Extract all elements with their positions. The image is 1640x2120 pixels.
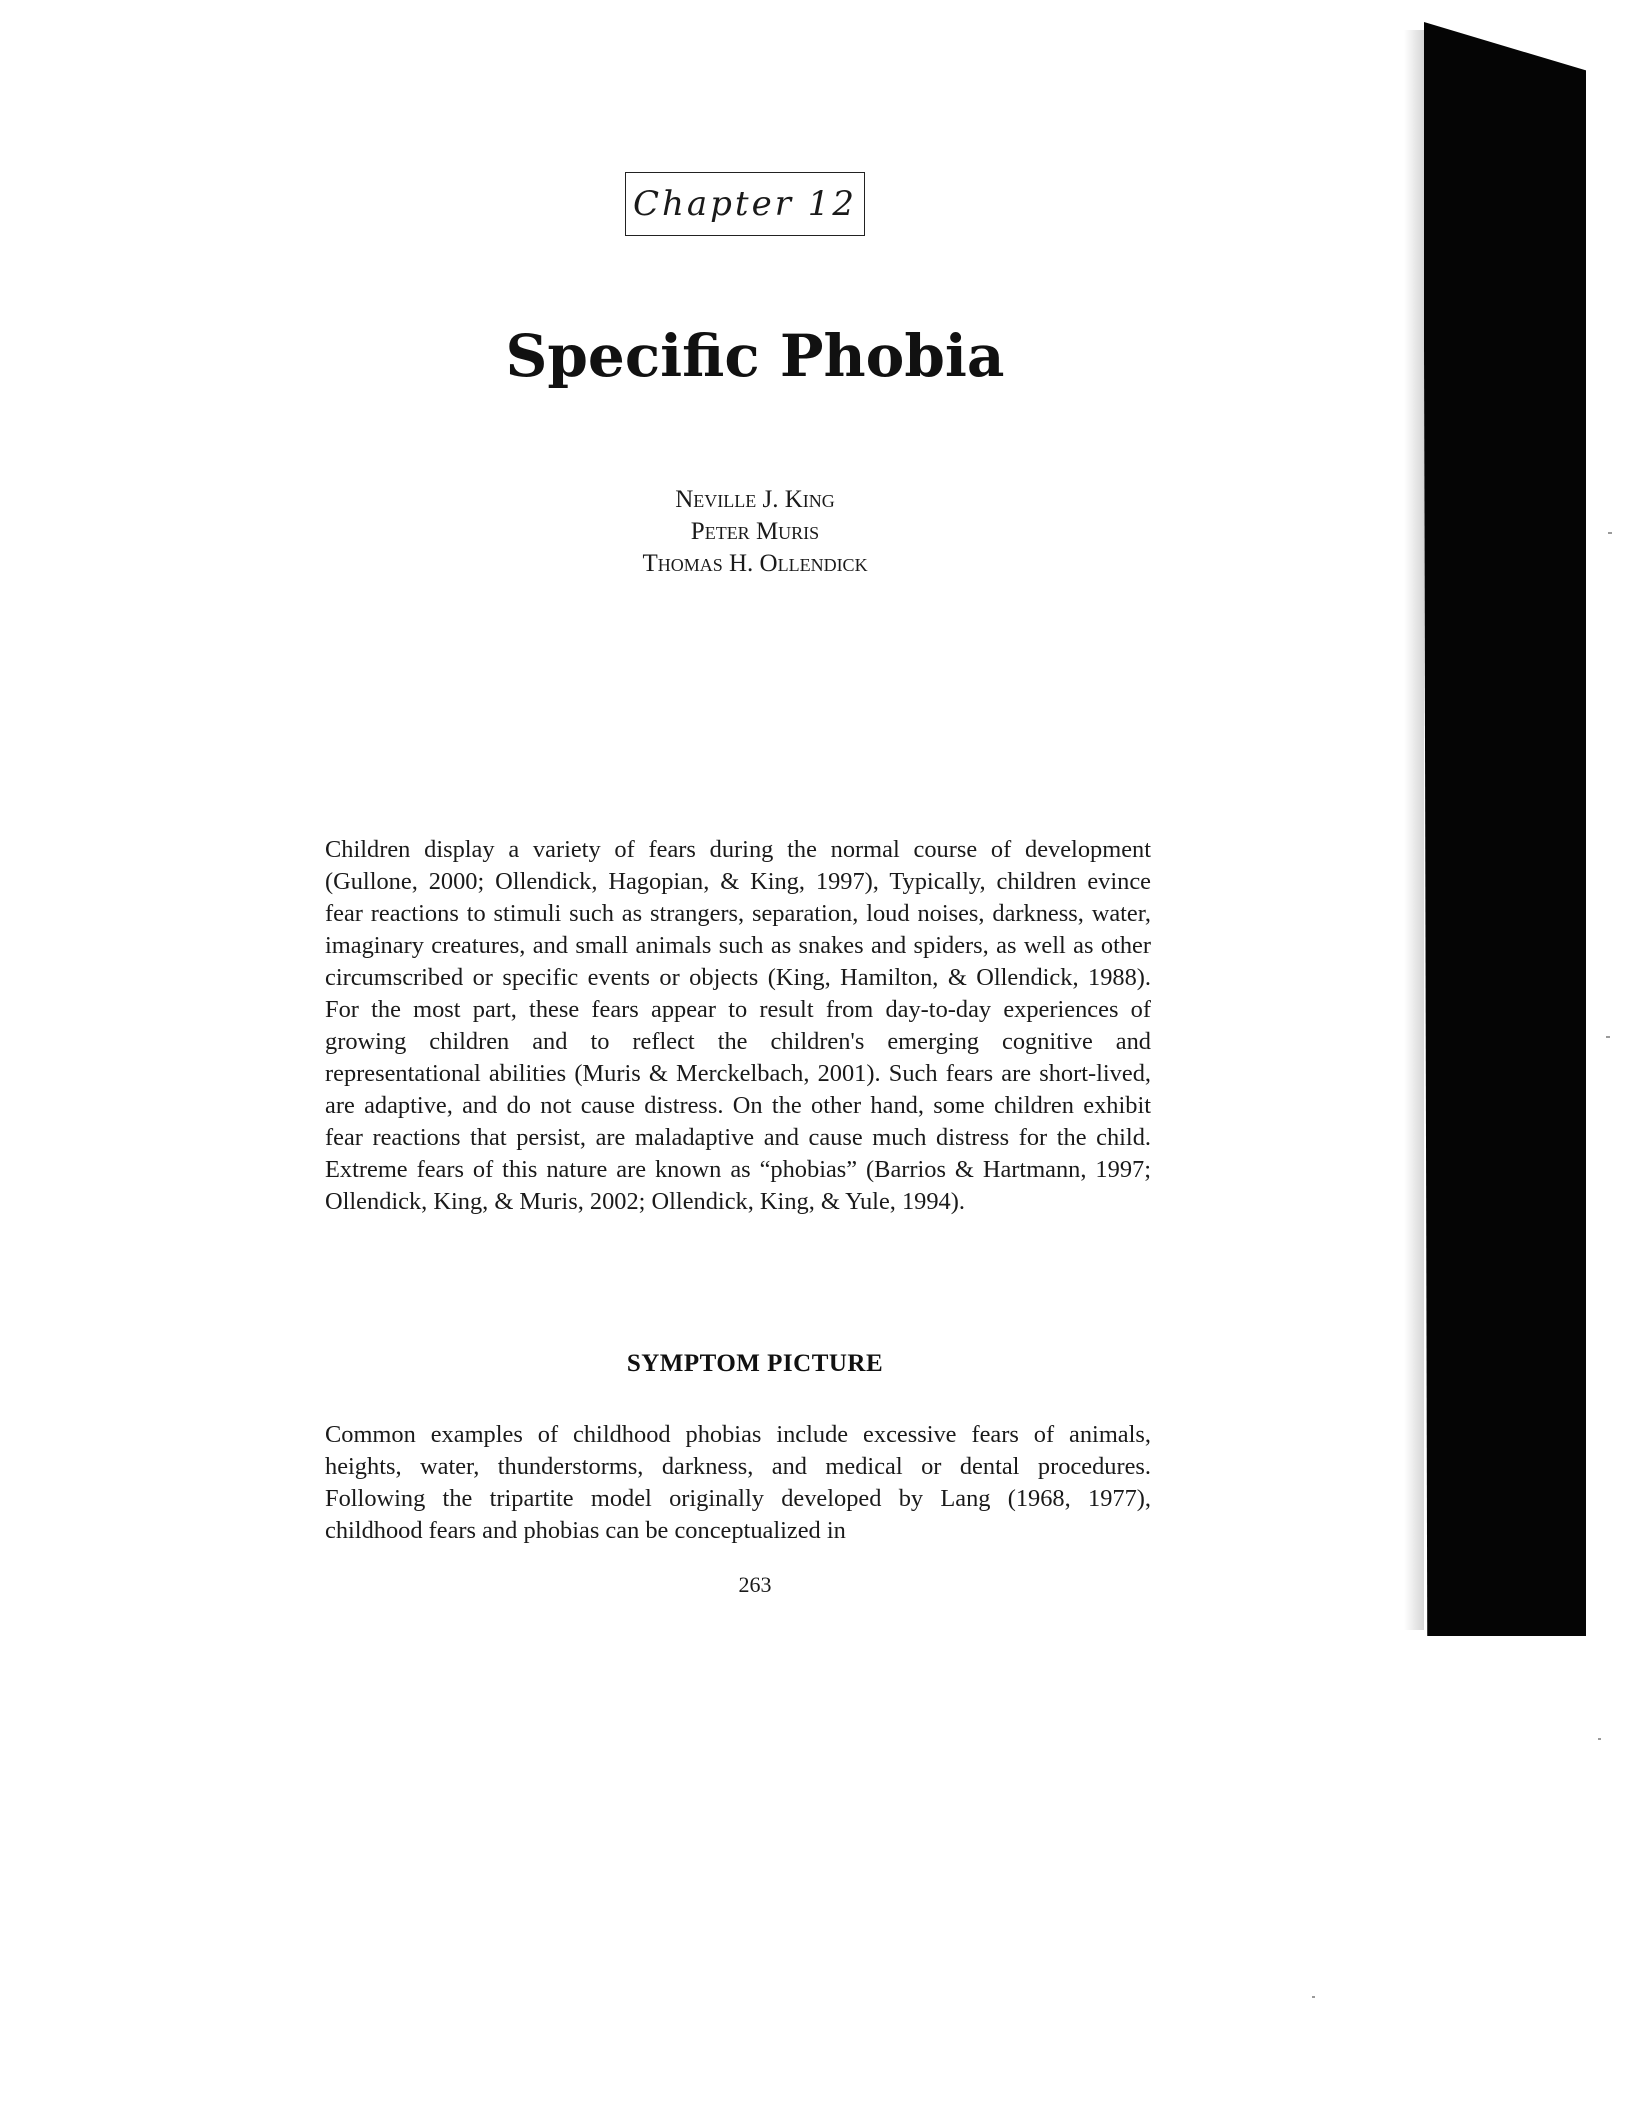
author-name: Peter Muris: [690, 518, 820, 545]
chapter-label: Chapter 12: [632, 184, 858, 224]
binding-shadow: [1404, 30, 1424, 1630]
binding-edge: [1424, 22, 1586, 1636]
scan-speck: [1608, 532, 1612, 534]
chapter-title: Specific Phobia: [505, 322, 1005, 390]
author-name: Neville J. King: [675, 486, 835, 513]
symptom-paragraph: Common examples of childhood phobias include excessive fears of animals, heights, water, thunderstorms, darkness, and medical or dental procedures. Following the tripartite model originally developed by Lang (1968, 1977), childhood fears and phobias can be conceptualized in: [325, 1421, 1151, 1544]
author-list: [420, 484, 1090, 580]
author-name: Thomas H. Ollendick: [642, 550, 868, 577]
scan-speck: [1606, 1036, 1610, 1038]
intro-paragraph: Children display a variety of fears during the normal course of development (Gullone, 2000; Ollendick, Hagopian, & King, 1997), Typically, children evince fear reactions to stimuli such as strangers, separation, loud noises, darkness, water, imaginary creatures, and small animals such as snakes and spiders, as well as other circumscribed or specific events or objects (King, Hamilton, & Ollendick, 1988). For the most part, these fears appear to result from day-to-day experiences of growing children and to reflect the children's emerging cognitive and representational abilities (Muris & Merckelbach, 2001). Such fears are short-lived, are adaptive, and do not cause distress. On the other hand, some children exhibit fear reactions that persist, are maladaptive and cause much distress for the child. Extreme fears of this nature are known as “phobias” (Barrios & Hartmann, 1997; Ollendick, King, & Muris, 2002; Ollendick, King, & Yule, 1994).: [325, 836, 1151, 1215]
chapter-label-box: [625, 172, 865, 236]
scan-speck: [1598, 1738, 1601, 1740]
scan-speck: [1312, 1996, 1315, 1998]
page-number: 263: [738, 1572, 772, 1597]
section-heading: SYMPTOM PICTURE: [626, 1350, 884, 1377]
